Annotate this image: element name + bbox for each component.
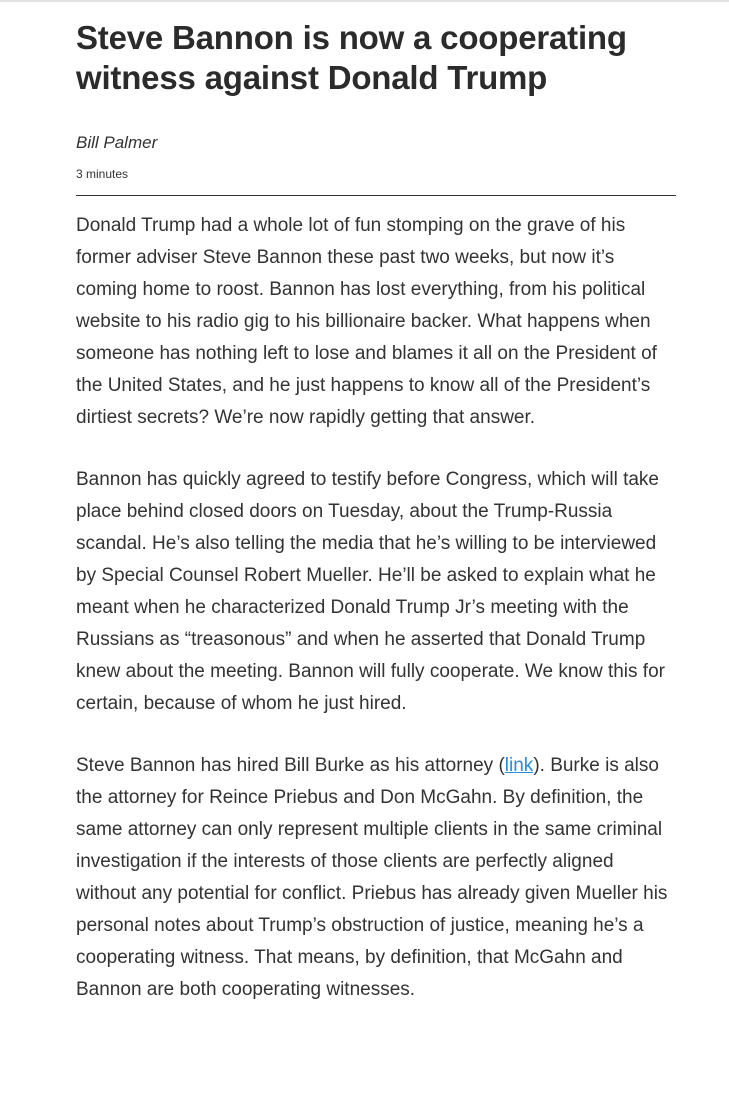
article-title: Steve Bannon is now a cooperating witness against Donald Trump	[76, 19, 627, 96]
article	[76, 18, 676, 1000]
header-divider	[76, 195, 676, 196]
article-paragraph-1: Donald Trump had a whole lot of fun stomping on the grave of his former adviser Steve Bannon these past two weeks, but now it’s coming home to roost. Bannon has lost everything, from his political website to his radio gig to his billionaire backer. What happens when someone has nothing left to lose and blames it all on the President of the United States, and he just happens to know all of the President’s dirtiest secrets? We’re now rapidly getting that answer.	[76, 215, 657, 428]
article-body	[76, 210, 676, 1036]
paragraph-3-text-before-link: Steve Bannon has hired Bill Burke as his attorney (	[76, 755, 505, 776]
article-paragraph-3	[76, 750, 676, 1006]
source-link[interactable]: link	[504, 755, 534, 776]
top-border	[0, 0, 729, 2]
paragraph-3-text-after-link: ). Burke is also the attorney for Reince Priebus and Don McGahn. By definition, the same attorney can only represent multiple clients in the same criminal investigation if the interests of those clients are perfectly aligned without any potential for conflict. Priebus has already given Mueller his personal notes about Trump’s obstruction of justice, meaning he’s a cooperating witness. That means, by definition, that McGahn and Bannon are both cooperating witnesses.	[76, 755, 668, 1000]
read-time: 3 minutes	[76, 167, 129, 181]
article-paragraph-2: Bannon has quickly agreed to testify before Congress, which will take place behind closed doors on Tuesday, about the Trump-Russia scandal. He’s also telling the media that he’s willing to be interviewed by Special Counsel Robert Mueller. He’ll be asked to explain what he meant when he characterized Donald Trump Jr’s meeting with the Russians as “treasonous” and when he asserted that Donald Trump knew about the meeting. Bannon will fully cooperate. We know this for certain, because of whom he just hired.	[76, 469, 665, 714]
author-byline: Bill Palmer	[76, 133, 158, 152]
